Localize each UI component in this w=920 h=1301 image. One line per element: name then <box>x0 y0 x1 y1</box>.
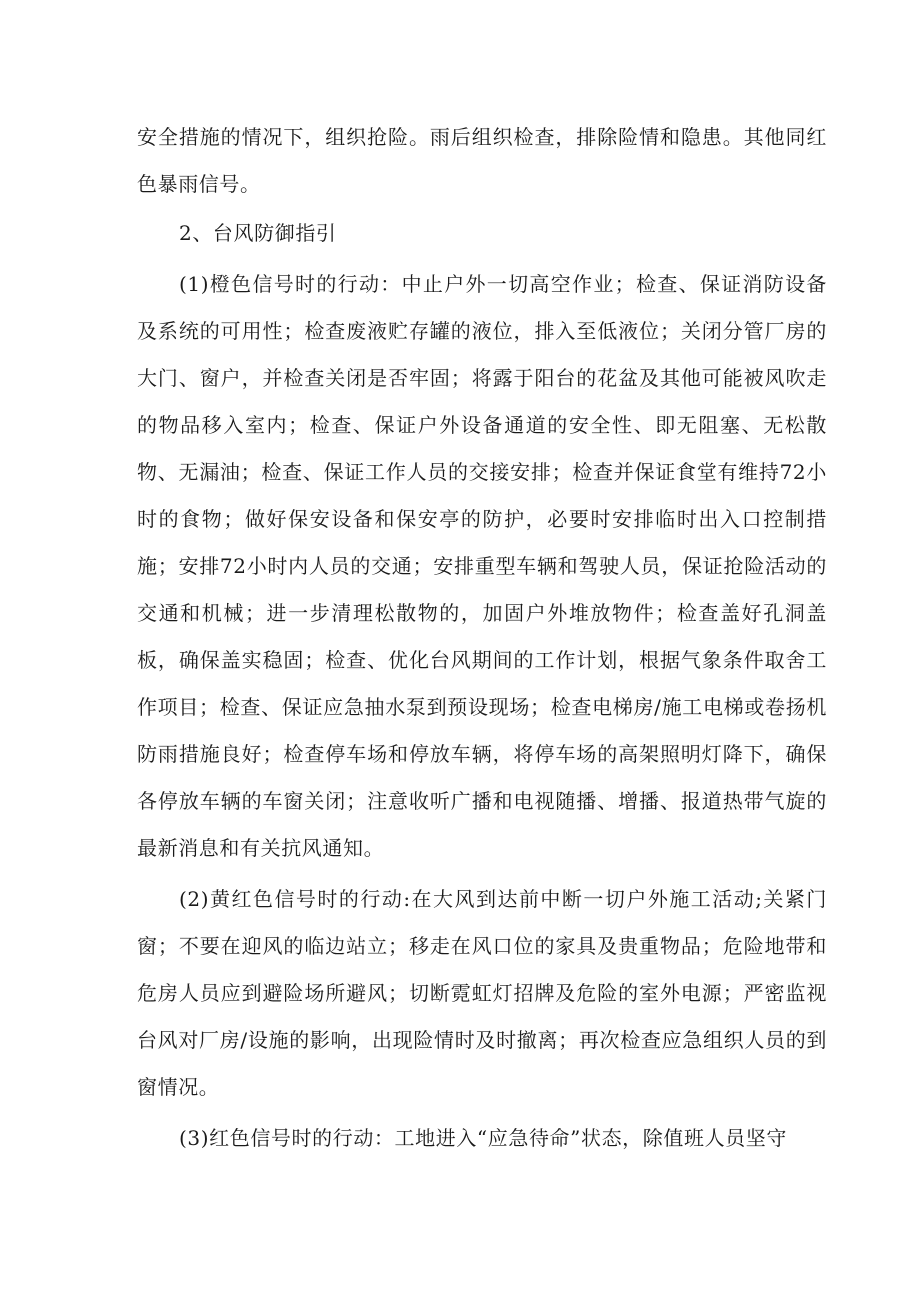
paragraph-yellow-red-signal: (2)黄红色信号时的行动:在大风到达前中断一切户外施工活动;关紧门窗；不要在迎风的临边站立；移走在风口位的家具及贵重物品；危险地带和危房人员应到避险场所避风；切断霓虹灯招牌及危险的室外电源；严密监视台风对厂房/设施的影响，出现险情时及时撤离；再次检查应急组织人员的到窗情况。 <box>137 887 827 1099</box>
document-body <box>137 114 827 1162</box>
section-heading-typhoon: 2、台风防御指引 <box>179 221 337 245</box>
paragraph-red-signal: (3)红色信号时的行动：工地进入“应急待命”状态，除值班人员坚守 <box>179 1126 787 1150</box>
paragraph-continuation: 安全措施的情况下，组织抢险。雨后组织检查，排除险情和隐患。其他同红色暴雨信号。 <box>137 125 827 196</box>
paragraph-orange-signal: (1)橙色信号时的行动：中止户外一切高空作业；检查、保证消防设备及系统的可用性；检查废液贮存罐的液位，排入至低液位；关闭分管厂房的大门、窗户，并检查关闭是否牢固；将露于阳台的花盆及其他可能被风吹走的物品移入室内；检查、保证户外设备通道的安全性、即无阻塞、无松散物、无漏油；检查、保证工作人员的交接安排；检查并保证食堂有维持72小时的食物；做好保安设备和保安亭的防护，必要时安排临时出入口控制措施；安排72小时内人员的交通；安排重型车辆和驾驶人员，保证抢险活动的交通和机械；进一步清理松散物的，加固户外堆放物件；检查盖好孔洞盖板，确保盖实稳固；检查、优化台风期间的工作计划，根据气象条件取舍工作项目；检查、保证应急抽水泵到预设现场；检查电梯房/施工电梯或卷扬机防雨措施良好；检查停车场和停放车辆，将停车场的高架照明灯降下，确保各停放车辆的车窗关闭；注意收听广播和电视随播、增播、报道热带气旋的最新消息和有关抗风通知。 <box>137 272 827 860</box>
